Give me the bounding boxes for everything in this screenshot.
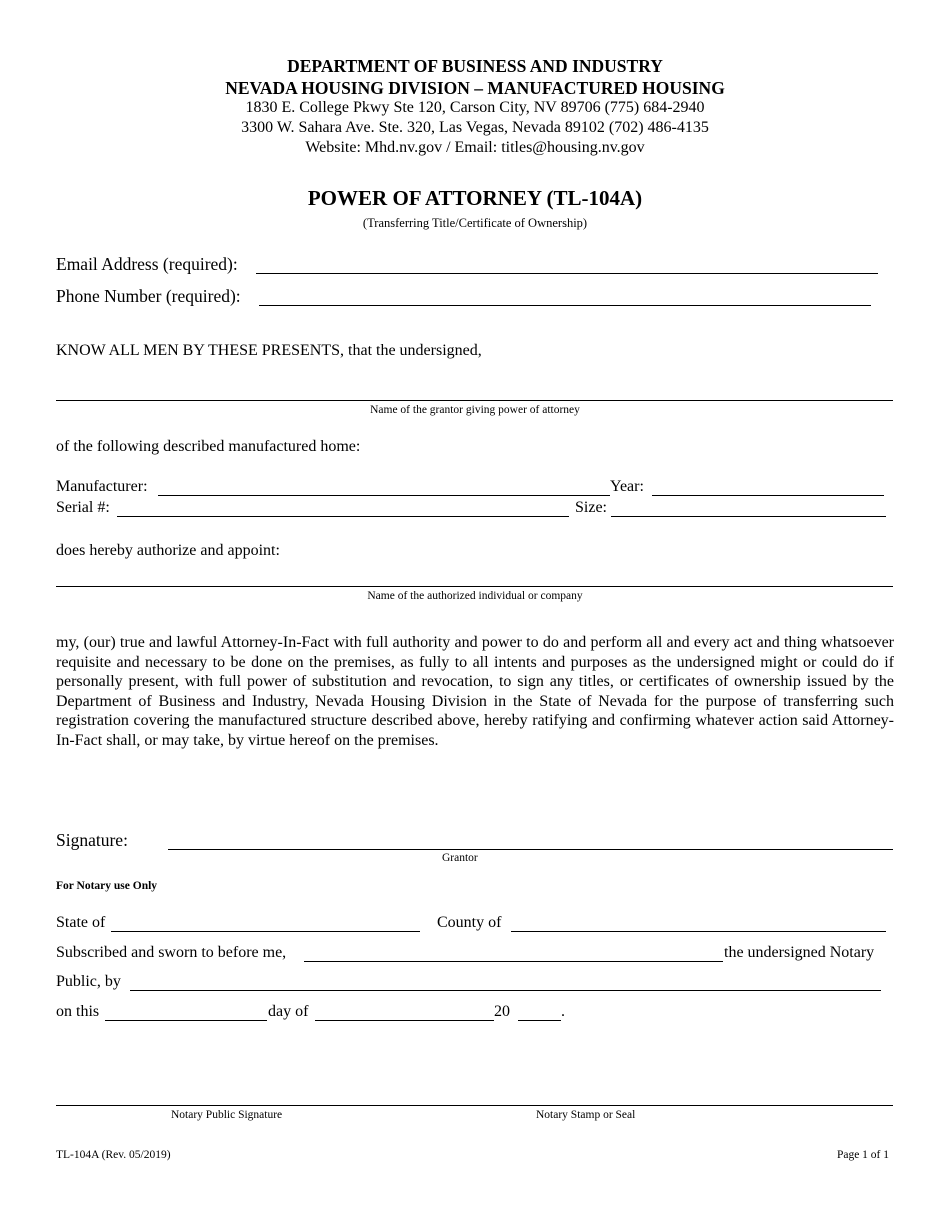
page-number: Page 1 of 1 <box>836 1149 889 1161</box>
signature-label: Signature: <box>56 830 128 850</box>
website-email: Website: Mhd.nv.gov / Email: titles@housing.nv.gov <box>305 139 645 156</box>
grantor-name-field[interactable] <box>56 400 893 401</box>
serial-field[interactable] <box>117 516 569 517</box>
appoint-intro-text: does hereby authorize and appoint: <box>56 542 280 559</box>
notary-year-field[interactable] <box>518 1020 561 1021</box>
home-intro-text: of the following described manufactured home: <box>56 438 361 455</box>
sworn-label: Subscribed and sworn to before me, <box>56 944 287 961</box>
state-label: State of <box>56 914 106 931</box>
day-field[interactable] <box>105 1020 267 1021</box>
public-by-label: Public, by <box>56 973 121 990</box>
form-subtitle: (Transferring Title/Certificate of Ownership) <box>362 216 588 230</box>
dept-title: DEPARTMENT OF BUSINESS AND INDUSTRY <box>287 56 663 76</box>
notary-signature-caption: Notary Public Signature <box>171 1109 283 1121</box>
notary-signature-field[interactable] <box>56 1105 893 1106</box>
date-period: . <box>561 1003 565 1020</box>
appointee-name-caption: Name of the authorized individual or company <box>367 590 583 602</box>
county-label: County of <box>437 914 502 931</box>
know-all-men-text: KNOW ALL MEN BY THESE PRESENTS, that the undersigned, <box>56 342 482 359</box>
grantor-name-caption: Name of the grantor giving power of attorney <box>370 404 580 416</box>
year-field[interactable] <box>652 495 884 496</box>
grantor-caption: Grantor <box>442 852 478 864</box>
authority-paragraph: my, (our) true and lawful Attorney-In-Fact with full authority and power to do and perform all and every act and thing whatsoever requisite and necessary to be done on the premises, as fully to all intents and purposes as the undersigned might or could do if personally present, with full power of substitution and revocation, to sign any titles, or certificates of ownership issued by the Department of Business and Industry, Nevada Housing Division in the State of Nevada for the purpose of transferring such registration covering the manufactured structure described above, hereby ratifying and confirming whatever action said Attorney-In-Fact shall, or may take, by virtue hereof on the premises. <box>56 634 894 749</box>
las-vegas-address: 3300 W. Sahara Ave. Ste. 320, Las Vegas, Nevada 89102 (702) 486-4135 <box>241 119 709 136</box>
public-by-field[interactable] <box>130 990 881 991</box>
notary-stamp-caption: Notary Stamp or Seal <box>536 1109 636 1121</box>
phone-label: Phone Number (required): <box>56 286 241 306</box>
year-label: Year: <box>610 478 644 495</box>
year-prefix: 20 <box>494 1003 510 1020</box>
appointee-name-field[interactable] <box>56 586 893 587</box>
form-id: TL-104A (Rev. 05/2019) <box>56 1149 171 1161</box>
sworn-suffix: the undersigned Notary <box>724 944 875 961</box>
carson-city-address: 1830 E. College Pkwy Ste 120, Carson City, NV 89706 (775) 684-2940 <box>245 99 705 116</box>
on-this-label: on this <box>56 1003 100 1020</box>
manufacturer-label: Manufacturer: <box>56 478 148 495</box>
county-field[interactable] <box>511 931 886 932</box>
size-label: Size: <box>575 499 607 516</box>
sworn-field[interactable] <box>304 961 723 962</box>
state-field[interactable] <box>111 931 420 932</box>
email-field[interactable] <box>256 273 878 274</box>
serial-label: Serial #: <box>56 499 110 516</box>
month-field[interactable] <box>315 1020 494 1021</box>
grantor-signature-field[interactable] <box>168 849 893 850</box>
form-title: POWER OF ATTORNEY (TL-104A) <box>307 186 643 210</box>
day-of-label: day of <box>268 1003 309 1020</box>
manufacturer-field[interactable] <box>158 495 610 496</box>
email-label: Email Address (required): <box>56 254 238 274</box>
notary-heading: For Notary use Only <box>56 880 158 892</box>
size-field[interactable] <box>611 516 886 517</box>
division-title: NEVADA HOUSING DIVISION – MANUFACTURED HOUSING <box>225 78 725 98</box>
phone-field[interactable] <box>259 305 871 306</box>
